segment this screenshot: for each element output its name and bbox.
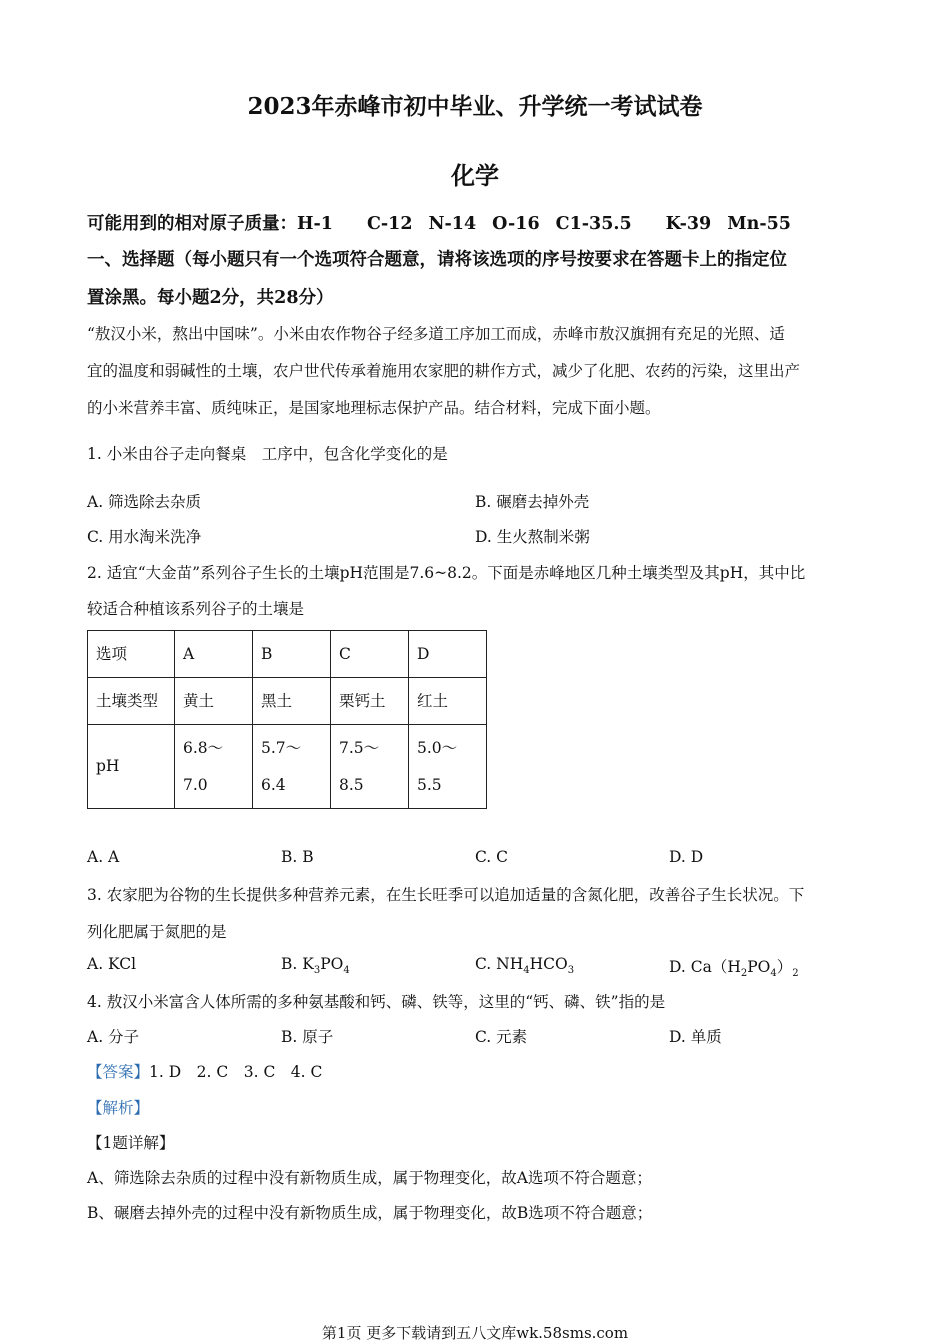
- q1-option-a: A. 筛选除去杂质: [87, 493, 202, 511]
- ph-value: 7.0: [183, 775, 208, 794]
- ph-value: 8.5: [339, 775, 364, 794]
- ph-value: 6.4: [261, 775, 286, 794]
- formula-part: PO: [747, 958, 771, 976]
- formula-subscript: 4: [770, 968, 777, 980]
- mass-k: K-39: [665, 214, 712, 234]
- table-row: [88, 678, 487, 725]
- q2-option-d: D. D: [669, 848, 704, 866]
- table-cell: C: [331, 631, 409, 678]
- formula-subscript: 2: [792, 968, 799, 980]
- q1-option-c: C. 用水淘米洗净: [87, 528, 202, 546]
- q4-option-c: C. 元素: [475, 1028, 528, 1046]
- formula-subscript: 3: [313, 965, 321, 977]
- section-heading-2: 置涂黑。每小题2分，共28分）: [87, 288, 334, 308]
- ph-value: 7.5～: [339, 738, 380, 757]
- table-cell: [331, 725, 409, 809]
- q2-option-a: A. A: [87, 848, 120, 866]
- table-cell: 红土: [409, 678, 487, 725]
- mass-cl: C1-35.5: [555, 214, 632, 234]
- q3-stem: 3. 农家肥为谷物的生长提供多种营养元素，在生长旺季可以追加适量的含氮化肥，改善谷子生长状况。下: [87, 886, 805, 904]
- table-cell: [253, 725, 331, 809]
- detail-heading: 【1题详解】: [87, 1134, 175, 1152]
- q4-option-a: A. 分子: [87, 1028, 140, 1046]
- q1-stem: 1. 小米由谷子走向餐桌 工序中，包含化学变化的是: [87, 445, 448, 463]
- q2-option-b: B. B: [281, 848, 314, 866]
- section-heading-1: 一、选择题（每小题只有一个选项符合题意，请将该选项的序号按要求在答题卡上的指定位: [87, 250, 787, 270]
- mass-c: C-12: [366, 214, 413, 234]
- q3-option-d: [669, 955, 799, 979]
- table-cell: A: [175, 631, 253, 678]
- answer-tag: 【答案】: [87, 1063, 150, 1081]
- table-row: [88, 725, 487, 809]
- detail-line: B、碾磨去掉外壳的过程中没有新物质生成，属于物理变化，故B选项不符合题意；: [87, 1204, 653, 1222]
- q1-option-b: B. 碾磨去掉外壳: [475, 493, 590, 511]
- formula-part: HCO: [529, 955, 568, 973]
- q4-stem: 4. 敖汉小米富含人体所需的多种氨基酸和钙、磷、铁等，这里的“钙、磷、铁”指的是: [87, 993, 666, 1011]
- mass-h: H-1: [297, 214, 333, 234]
- passage-line: 宜的温度和弱碱性的土壤，农户世代传承着施用农家肥的耕作方式，减少了化肥、农药的污染，这里出产: [87, 362, 801, 380]
- formula-part: ）: [776, 958, 793, 976]
- ph-value: 5.7～: [261, 738, 302, 757]
- q4-option-d: D. 单质: [669, 1028, 722, 1046]
- ph-value: 6.8～: [183, 738, 224, 757]
- table-cell: 选项: [88, 631, 175, 678]
- mass-o: O-16: [492, 214, 540, 234]
- passage-line: 的小米营养丰富、质纯味正，是国家地理标志保护产品。结合材料，完成下面小题。: [87, 399, 661, 417]
- q3-stem: 列化肥属于氮肥的是: [87, 923, 227, 941]
- soil-ph-table: [87, 630, 487, 809]
- formula-part: C. NH: [475, 955, 524, 973]
- table-row: [88, 631, 487, 678]
- q2-option-c: C. C: [475, 848, 509, 866]
- table-cell: 黑土: [253, 678, 331, 725]
- atomic-masses-label: 可能用到的相对原子质量：: [87, 214, 297, 234]
- table-cell: D: [409, 631, 487, 678]
- table-cell: 5.0～5.5: [409, 725, 487, 809]
- formula-subscript: 2: [740, 968, 748, 980]
- answer-line: [87, 1060, 322, 1082]
- page-footer: 第1页 更多下载请到五八文库wk.58sms.com: [321, 1324, 629, 1342]
- q2-stem: 较适合种植该系列谷子的土壤是: [87, 600, 305, 618]
- q3-option-a: A. KCl: [87, 955, 137, 973]
- detail-line: A、筛选除去杂质的过程中没有新物质生成，属于物理变化，故A选项不符合题意；: [87, 1169, 652, 1187]
- analysis-tag: 【解析】: [87, 1099, 150, 1117]
- subject-title: 化学: [451, 161, 499, 190]
- q4-option-b: B. 原子: [281, 1028, 334, 1046]
- answer-text: 1. D 2. C 3. C 4. C: [149, 1063, 323, 1081]
- formula-subscript: 4: [523, 965, 530, 977]
- q2-stem: 2. 适宜“大金苗”系列谷子生长的土壤pH范围是7.6~8.2。下面是赤峰地区几种土壤类型及其pH，其中比: [87, 564, 806, 582]
- table-cell: [175, 725, 253, 809]
- mass-n: N-14: [428, 214, 477, 234]
- table-cell: pH: [88, 725, 175, 809]
- table-cell: 栗钙土: [331, 678, 409, 725]
- mass-mn: Mn-55: [727, 214, 791, 234]
- table-cell: 土壤类型: [88, 678, 175, 725]
- table-cell: 黄土: [175, 678, 253, 725]
- formula-subscript: 3: [567, 965, 575, 977]
- q3-option-b: [281, 955, 350, 976]
- atomic-masses: [87, 210, 791, 235]
- passage-line: “敖汉小米，熬出中国味”。小米由农作物谷子经多道工序加工而成，赤峰市敖汉旗拥有充足的光照、适: [87, 325, 785, 343]
- table-cell: B: [253, 631, 331, 678]
- formula-part: B. K: [281, 955, 314, 973]
- formula-subscript: 4: [343, 965, 350, 977]
- q3-option-c: [475, 955, 574, 976]
- q1-option-d: D. 生火熬制米粥: [475, 528, 590, 546]
- exam-title: 2023年赤峰市初中毕业、升学统一考试试卷: [247, 93, 703, 120]
- formula-part: D. Ca（H: [669, 958, 741, 976]
- formula-part: PO: [320, 955, 344, 973]
